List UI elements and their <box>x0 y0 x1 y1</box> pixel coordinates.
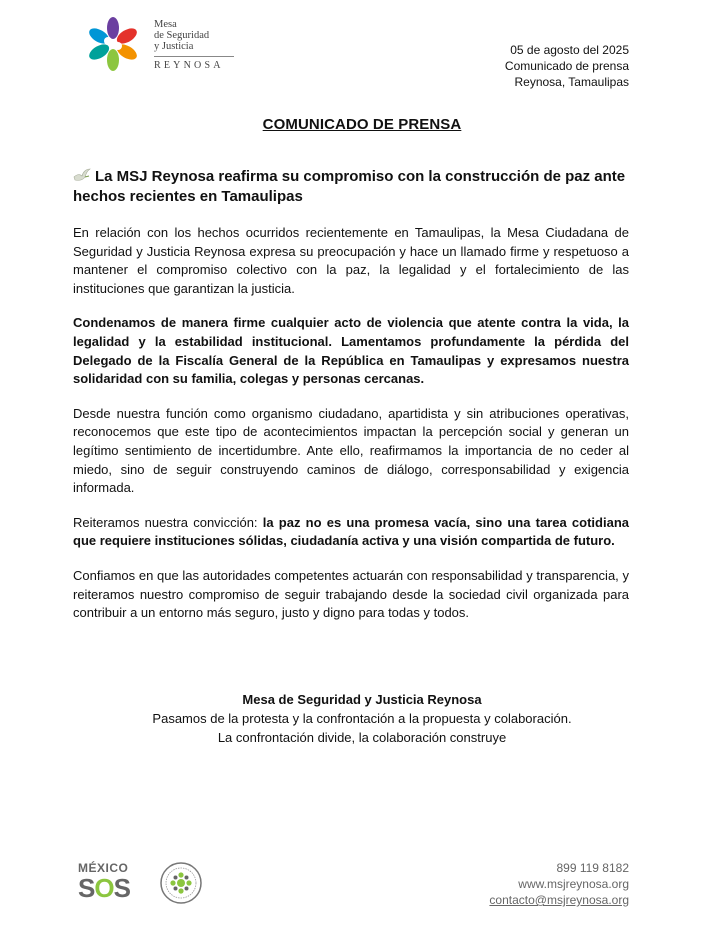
pinwheel-logo-icon <box>82 13 144 75</box>
footer-logos <box>78 858 228 908</box>
header-meta <box>505 42 629 90</box>
document-type: Comunicado de prensa <box>504 59 629 73</box>
signature-org: Mesa de Seguridad y Justicia Reynosa <box>242 692 482 707</box>
signature-motto-2: La confrontación divide, la colaboración construye <box>217 730 507 745</box>
page-title: COMUNICADO DE PRENSA <box>262 116 462 133</box>
footer-contact <box>489 860 629 908</box>
signature-motto-1: Pasamos de la protesta y la confrontación a la propuesta y colaboración. <box>152 711 572 726</box>
headline-text: La MSJ Reynosa reafirma su compromiso con la construcción de paz ante hechos recientes en Tamaulipas <box>73 168 626 205</box>
paragraph-5: Confiamos en que las autoridades competentes actuarán con responsabilidad y transparencia, y reiteramos nuestro compromiso de seguir trabajando desde la sociedad civil organizada para contribuir a un entorno más seguro, justo y digno para todas y todos. <box>73 567 629 621</box>
signature-block <box>0 690 724 747</box>
seal-icon <box>160 862 202 904</box>
paragraph-3: Desde nuestra función como organismo ciudadano, apartidista y sin atribuciones operativas, reconocemos que este tipo de acontecimientos impactan la percepción social y generan un legítimo sentimiento de incertidumbre. Ante ello, reafirmamos la importancia de no ceder al miedo, sino de seguir construyendo caminos de diálogo, corresponsabilidad y exigencia informada. <box>73 405 629 496</box>
logo-line-3: y Justicia <box>154 41 194 52</box>
sos-letter-o: O <box>94 873 114 903</box>
contact-website[interactable]: www.msjreynosa.org <box>518 877 629 891</box>
paragraph-4-plain: Reiteramos nuestra convicción: <box>73 514 263 530</box>
logo-wordmark <box>154 19 234 71</box>
contact-phone: 899 119 8182 <box>556 861 629 875</box>
paragraph-4 <box>73 514 629 551</box>
msj-reynosa-logo <box>82 13 242 73</box>
paragraph-4-bold: la paz no es una promesa vacía, sino una tarea cotidiana que requiere instituciones sólidas, ciudadanía activa y una visión compartida de futuro. <box>73 514 629 549</box>
logo-city: REYNOSA <box>154 56 234 71</box>
dove-icon <box>73 168 91 182</box>
mexico-sos-logo <box>78 873 130 904</box>
document-date: 05 de agosto del 2025 <box>510 43 629 57</box>
headline <box>73 167 629 207</box>
document-location: Reynosa, Tamaulipas <box>514 75 629 89</box>
paragraph-2: Condenamos de manera firme cualquier acto de violencia que atente contra la vida, la legalidad y la estabilidad institucional. Lamentamos profundamente la pérdida del Delegado de la Fiscalía General de la República en Tamaulipas y expresamos nuestra solidaridad con su familia, colegas y personas cercanas. <box>73 315 629 387</box>
sos-letter-s2: S <box>113 873 130 903</box>
contact-email[interactable]: contacto@msjreynosa.org <box>489 893 629 907</box>
logo-line-2: de Seguridad <box>154 30 210 41</box>
mexico-sos-label: MÉXICO <box>78 861 129 875</box>
sos-letter-s1: S <box>78 873 95 903</box>
paragraph-1: En relación con los hechos ocurridos recientemente en Tamaulipas, la Mesa Ciudadana de Seguridad y Justicia Reynosa expresa su preocupación y hace un llamado firme y respetuoso a mantener el compromiso colectivo con la paz, la legalidad y el fortalecimiento de las instituciones que garantizan la justicia. <box>73 225 629 296</box>
press-release-body <box>73 224 629 639</box>
logo-line-1: Mesa <box>154 19 177 30</box>
